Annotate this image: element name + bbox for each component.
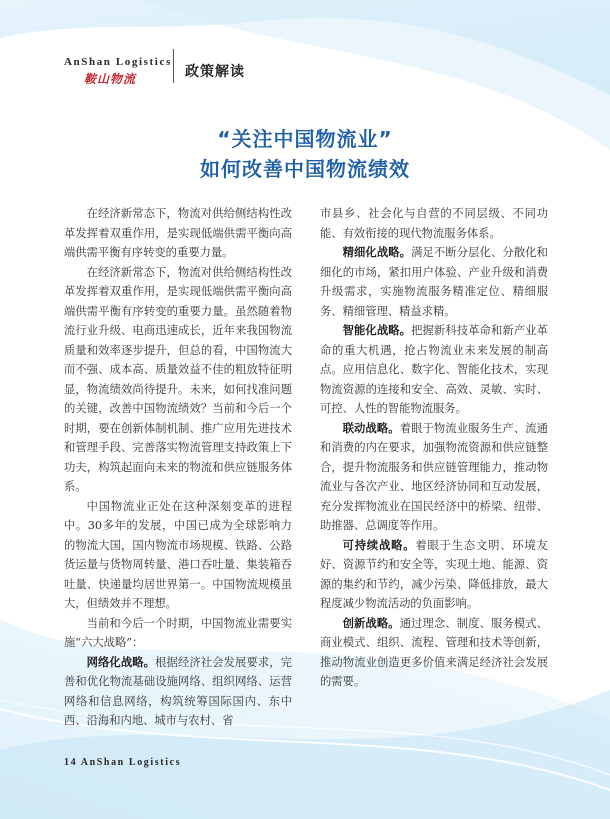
header-magazine-name: AnShan Logistics bbox=[64, 56, 172, 68]
strategy-paragraph bbox=[320, 536, 548, 614]
strategy-label: 网络化战略。 bbox=[86, 654, 156, 669]
article-title-line-1: “关注中国物流业” bbox=[217, 127, 393, 151]
strategy-label: 联动战略。 bbox=[342, 420, 400, 435]
strategy-text: 满足不断分层化、分散化和细化的市场，紧扣用户体验、产业升级和消费升级需求，实施物流服务精准定位、精细服务、精细管理、精益求精。 bbox=[320, 246, 548, 318]
article-column-left bbox=[64, 204, 292, 731]
strategy-label: 可持续战略。 bbox=[342, 537, 416, 552]
paragraph: 当前和今后一个时期，中国物流业需要实施“六大战略”： bbox=[64, 616, 292, 649]
strategy-text: 着眼于物流业服务生产、流通和消费的内在要求，加强物流资源和供应链整合，提升物流服务和供应链管理能力，推动物流业与各次产业、地区经济协同和互动发展，充分发挥物流业在国民经济中的桥梁、纽带、助推器、总调度等作用。 bbox=[320, 421, 548, 532]
page-footer bbox=[64, 757, 181, 768]
paragraph: 在经济新常态下，物流对供给侧结构性改革发挥着双重作用，是实现低端供需平衡向高端供需平衡有序转变的重要力量。 bbox=[64, 207, 292, 259]
paragraph: 中国物流业正处在这种深刻变革的进程中。30多年的发展，中国已成为全球影响力的物流大国，国内物流市场规模、铁路、公路货运量与货物周转量、港口吞吐量、集装箱吞吐量、快递量均居世界第一。中国物流规模虽大，但绩效并不理想。 bbox=[64, 499, 292, 610]
header-divider bbox=[173, 49, 174, 83]
strategy-paragraph bbox=[320, 419, 548, 536]
strategy-paragraph bbox=[320, 243, 548, 321]
strategy-label: 创新战略。 bbox=[342, 615, 400, 630]
header-section-title: 政策解读 bbox=[185, 64, 245, 80]
article-title-line-2: 如何改善中国物流绩效 bbox=[200, 157, 410, 181]
article-column-right bbox=[320, 204, 548, 692]
strategy-text: 通过理念、制度、服务模式、商业模式、组织、流程、管理和技术等创新，推动物流业创造更多价值来满足经济社会发展的需要。 bbox=[320, 616, 548, 688]
strategy-paragraph bbox=[320, 614, 548, 692]
paragraph: 在经济新常态下，物流对供给侧结构性改革发挥着双重作用，是实现低端供需平衡向高端供需平衡有序转变的重要力量。虽然随着物流行业升级、电商迅速成长，近年来我国物流质量和效率逐步提升，但总的看，中国物流大而不强、成本高、质量效益不佳的粗放特征明显，物流绩效尚待提升。未来，如何找准问题的关键，改善中国物流绩效？当前和今后一个时期，要在创新体制机制、推广应用先进技术和管理手段、完善落实物流管理支持政策上下功夫，构筑起面向未来的物流和供应链服务体系。 bbox=[64, 265, 292, 493]
strategy-paragraph-network bbox=[64, 653, 292, 731]
strategy-text: 根据经济社会发展要求，完善和优化物流基础设施网络、组织网络、运营网络和信息网络，构筑统筹国际国内、东中西、沿海和内地、城市与农村、省 bbox=[64, 655, 292, 727]
page-number: 14 bbox=[64, 757, 78, 768]
strategy-label: 精细化战略。 bbox=[342, 245, 412, 259]
footer-magazine-name: AnShan Logistics bbox=[80, 757, 182, 768]
header-magazine-logo: 鞍山物流 bbox=[84, 72, 137, 86]
strategy-text: 把握新科技革命和新产业革命的重大机遇，抢占物流业未来发展的制高点。应用信息化、数字化、智能化技术，实现物流资源的连接和安全、高效、灵敏、实时、可控、人性的智能物流服务。 bbox=[320, 324, 548, 415]
strategy-text: 着眼于生态文明、环境友好、资源节约和安全等，实现土地、能源、资源的集约和节约，减少污染、降低排放，最大程度减少物流活动的负面影响。 bbox=[320, 538, 548, 610]
strategy-label: 智能化战略。 bbox=[342, 323, 412, 337]
paragraph-continuation: 市县乡、社会化与自营的不同层级、不同功能、有效衔接的现代物流服务体系。 bbox=[320, 207, 548, 240]
strategy-paragraph bbox=[320, 321, 548, 419]
